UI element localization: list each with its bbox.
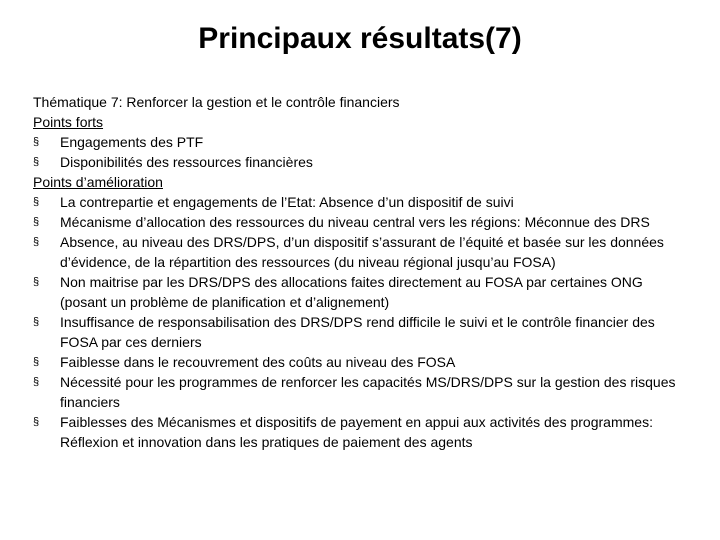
bullet-icon: § [33,196,40,208]
points-amelioration-heading: Points d’amélioration [33,174,163,190]
list-item [33,352,693,372]
list-item-text: Nécessité pour les programmes de renforcer les capacités MS/DRS/DPS sur la gestion des risques financiers [60,374,676,410]
bullet-icon: § [33,136,40,148]
thematique-heading: Thématique 7: Renforcer la gestion et le contrôle financiers [33,94,400,110]
list-item-text: Disponibilités des ressources financières [60,154,313,170]
bullet-icon: § [33,356,40,368]
list-item [33,212,693,232]
list-item-text: Non maitrise par les DRS/DPS des allocations faites directement au FOSA par certaines ONG (posant un problème de planification et d’alignement) [60,274,643,310]
list-item-text: Engagements des PTF [60,134,204,150]
list-item-text: Insuffisance de responsabilisation des DRS/DPS rend difficile le suivi et le contrôle financier des FOSA par ces derniers [60,314,655,350]
list-item-text: La contrepartie et engagements de l’Etat: Absence d’un dispositif de suivi [60,194,514,210]
bullet-icon: § [33,156,40,168]
list-item [33,152,693,172]
points-forts-list [33,132,693,172]
list-item [33,312,693,352]
list-item [33,232,693,272]
list-item [33,192,693,212]
bullet-icon: § [33,316,40,328]
list-item-text: Faiblesse dans le recouvrement des coûts au niveau des FOSA [60,354,456,370]
points-amelioration-list [33,192,693,452]
bullet-icon: § [33,236,40,248]
list-item-text: Faiblesses des Mécanismes et dispositifs de payement en appui aux activités des programmes: Réflexion et innovation dans les pratiques de paiement des agents [60,414,653,450]
bullet-icon: § [33,216,40,228]
bullet-icon: § [33,416,40,428]
page-title: Principaux résultats(7) [198,22,522,55]
slide-content [33,92,693,452]
bullet-icon: § [33,376,40,388]
list-item [33,412,693,452]
list-item [33,132,693,152]
list-item [33,272,693,312]
list-item-text: Mécanisme d’allocation des ressources du niveau central vers les régions: Méconnue des DRS [60,214,650,230]
list-item [33,372,693,412]
list-item-text: Absence, au niveau des DRS/DPS, d’un dispositif s’assurant de l’équité et basée sur les données d’évidence, de la répartition des ressources (du niveau régional jusqu’au FOSA) [60,234,664,270]
bullet-icon: § [33,276,40,288]
points-forts-heading: Points forts [33,114,104,130]
